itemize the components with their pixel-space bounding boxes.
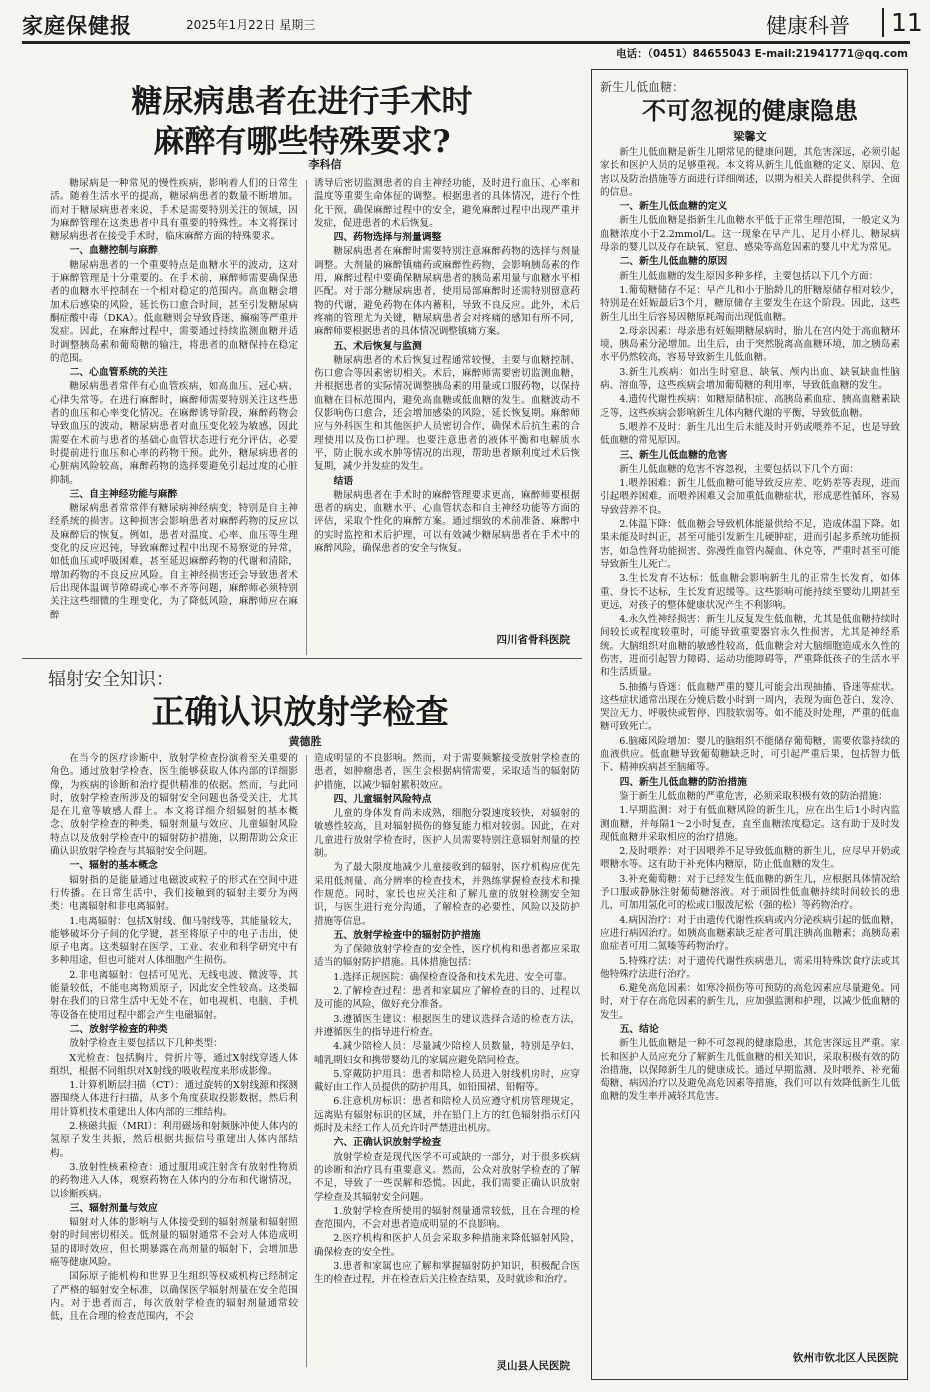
paragraph: 6.脑瘫风险增加：婴儿的脑组织不能储存葡萄糖，需要依靠持续的血液供应。低血糖导致葡萄糖缺乏时，可引起严重后果，包括智力低下、精神疾病甚至脑瘫等。 xyxy=(600,735,900,774)
section-heading: 一、新生儿低血糖的定义 xyxy=(619,201,728,213)
paragraph: 糖尿病患者的一个重要特点是血糖水平的波动，这对于麻醉管理是十分重要的。在手术前，麻醉师需要确保患者的血糖水平控制在一个相对稳定的范围内。高血糖会增加术后感染的风险，延长伤口愈合时间，甚至引发糖尿病酮症酸中毒（DKA）。低血糖则会导致昏迷、癫痫等严重并发症。因此，在麻醉过程中，需要通过持续监测血糖并适时调整胰岛素和葡萄糖的输注，将患者的血糖保持在稳定的范围。 xyxy=(50,259,298,364)
paragraph: X光检查：包括胸片、骨折片等，通过X射线穿透人体组织，根据不同组织对X射线的吸收程度来形成影像。 xyxy=(50,1052,298,1077)
section-heading: 三、新生儿低血糖的危害 xyxy=(619,449,728,461)
paragraph: 新生儿低血糖是一种不可忽视的健康隐患，其危害深远且严重。家长和医护人员应充分了解新生儿低血糖的相关知识，采取积极有效的防治措施，以保障新生儿的健康成长。通过早期监测、及时喂养、补充葡萄糖、病因治疗以及避免高危因素等措施，我们可以有效降低新生儿低血糖的发生率并减轻其危害。 xyxy=(600,1038,900,1103)
section-heading: 二、新生儿低血糖的原因 xyxy=(619,256,728,268)
masthead-rule xyxy=(22,41,910,44)
paragraph: 5.喂养不及时：新生儿出生后未能及时开奶或喂养不足，也是导致低血糖的常见原因。 xyxy=(600,421,900,447)
article1-column-1 xyxy=(50,177,298,665)
paragraph: 1.选择正规医院：确保检查设备和技术先进、安全可靠。 xyxy=(333,971,573,983)
article3-body xyxy=(600,146,900,1346)
article2-author: 黄德胜 xyxy=(288,735,322,748)
article1-title-line2: 麻醉有哪些特殊要求? xyxy=(153,124,451,160)
article2-kicker: 辐射安全知识： xyxy=(48,669,174,690)
paragraph: 6.避免高危因素：如寒冷损伤等可预防的高危因素应尽量避免。同时，对于存在高危因素的新生儿，应加强监测和护理，以减少低血糖的发生。 xyxy=(600,983,900,1021)
paragraph: 儿童的身体发育尚未成熟，细胞分裂速度较快，对辐射的敏感性较高，且对辐射损伤的修复能力相对较弱。因此，在对儿童进行放射学检查时，医护人员需要特别注意辐射剂量的控制。 xyxy=(314,808,580,860)
paragraph: 国际原子能机构和世界卫生组织等权威机构已经制定了严格的辐射安全标准，以确保医学辐射剂量在安全范围内。对于患者而言，每次放射学检查的辐射剂量通常较低，且在合理的检查范围内，不会 xyxy=(50,1271,298,1323)
section-heading: 二、放射学检查的种类 xyxy=(69,1023,168,1035)
paragraph: 辐射对人体的影响与人体接受到的辐射剂量和辐射照射的时间密切相关。低剂量的辐射通常不会对人体造成明显的即时效应，但长期暴露在高剂量的辐射下，会增加患癌等健康风险。 xyxy=(50,1217,298,1268)
article1-author: 李科信 xyxy=(308,158,342,171)
paragraph: 糖尿病患者的术后恢复过程通常较慢，主要与血糖控制、伤口愈合等因素密切相关。术后，麻醉师需要密切监测血糖，并根据患者的实际情况调整胰岛素的用量或口服药物，以保持血糖在目标范围内，避免高血糖或低血糖的发生。血糖波动不仅影响伤口愈合，还会增加感染的风险，延长恢复期。麻醉师应与外科医生和其他医护人员密切合作，确保术后抗生素的合理使用以及伤口护理。也要注意患者的液体平衡和电解质水平，防止脱水或水肿等情况的出现，帮助患者顺利度过术后恢复期，减少并发症的发生。 xyxy=(314,354,580,473)
paragraph: 在当今的医疗诊断中，放射学检查扮演着至关重要的角色。通过放射学检查，医生能够获取人体内部的详细影像，为疾病的诊断和治疗提供精准的依据。然而，与此同时，放射学检查所涉及的辐射安全问题也备受关注，尤其是在儿童等敏感人群上。本文将详细介绍辐射的基本概念、放射学检查的种类、辐射剂量与效应、儿童辐射风险特点以及放射学检查中的辐射防护措施，以期帮助公众正确认识放射学检查与其辐射安全问题。 xyxy=(50,753,298,858)
paragraph: 3.放射性核素检查：通过服用或注射含有放射性物质的药物进入人体，观察药物在人体内的分布和代谢情况，以诊断疾病。 xyxy=(50,1161,298,1200)
paragraph: 新生儿低血糖的危害不容忽视，主要包括以下几个方面： xyxy=(619,463,860,475)
paragraph: 糖尿病患者常伴有心血管疾病，如高血压、冠心病、心律失常等。在进行麻醉时，麻醉师需要特别关注这些患者的血压和心率变化情况。在麻醉诱导阶段，麻醉药物会导致血压的波动，糖尿病患者对血压变化较为敏感，因此需要在术前与患者的基础心血管状态进行充分评估，必要时提前进行血压和心率的药物干预。此外，糖尿病患者的心脏病风险较高，麻醉药物的选择要避免引起过度的心脏抑制。 xyxy=(50,381,298,486)
paragraph: 2.核磁共振（MRI）：利用磁场和射频脉冲使人体内的氢原子发生共振，然后根据共振信号重建出人体内部结构。 xyxy=(50,1121,298,1159)
paragraph: 糖尿病患者在麻醉时需要特别注意麻醉药物的选择与剂量调整。大剂量的麻醉镇痛药或麻醉性药物，会影响胰岛素的作用，麻醉过程中要确保糖尿病患者的胰岛素用量与血糖水平相匹配。对于部分糖尿病患者，使用局部麻醉时还需特别留意药物的代谢，避免药物在体内蓄积，导致不良反应。此外，术后疼痛的管理尤为关键，糖尿病患者会对疼痛的感知有所不同，麻醉师要根据患者的具体情况调整镇痛方案。 xyxy=(314,246,580,338)
page-number: 11 xyxy=(882,8,923,37)
article2-title: 正确认识放射学检查 xyxy=(151,692,449,731)
article1-title xyxy=(22,82,582,162)
paragraph: 新生儿低血糖是新生儿期常见的健康问题，其危害深远，必须引起家长和医护人员的足够重视。本文将从新生儿低血糖的定义、原因、危害以及防治措施等方面进行详细阐述，以期为相关人群提供科学、全面的信息。 xyxy=(600,147,900,198)
issue-date: 2025年1月22日 星期三 xyxy=(186,18,316,32)
paragraph: 4.遗传代谢性疾病：如糖原储积症、高胰岛素血症、胰高血糖素缺乏等，这些疾病会影响新生儿体内糖代谢的平衡，导致低血糖。 xyxy=(600,394,900,419)
paragraph: 新生儿低血糖的发生原因多种多样，主要包括以下几个方面： xyxy=(619,270,879,282)
paragraph: 2.体温下降：低血糖会导致机体能量供给不足，造成体温下降。如果未能及时纠正，甚至可能引发新生儿硬肿症，进而引起多系统功能损害，如急性肾功能损害、弥漫性血管内凝血、休克等，严重时甚至可能导致新生儿死亡。 xyxy=(600,519,900,570)
paragraph: 新生儿低血糖是指新生儿血糖水平低于正常生理范围，一般定义为血糖浓度小于2.2mmol/L。这一现象在早产儿、足月小样儿、糖尿病母亲的婴儿以及存在缺氧、窒息、感染等高危因素的婴儿中尤为常见。 xyxy=(600,215,900,254)
paragraph: 5.特殊疗法：对于遗传代谢性疾病患儿，需采用特殊饮食疗法或其他特殊疗法进行治疗。 xyxy=(600,955,900,980)
paragraph: 4.病因治疗：对于由遗传代谢性疾病或内分泌疾病引起的低血糖，应进行病因治疗。如胰高血糖素缺乏症者可肌注胰高血糖素；高胰岛素血症者可用二氮嗪等药物治疗。 xyxy=(600,914,900,953)
paragraph: 1.喂养困难：新生儿低血糖可能导致反应差、吃奶差等表现，进而引起喂养困难。而喂养困难又会加重低血糖症状，形成恶性循环，容易导致营养不良。 xyxy=(600,478,900,516)
section-heading: 一、血糖控制与麻醉 xyxy=(69,245,158,257)
paragraph: 3.补充葡萄糖：对于已经发生低血糖的新生儿，应根据具体情况给予口服或静脉注射葡萄糖溶液。对于顽固性低血糖持续时间较长的患儿，可加用氢化可的松或口服泼尼松（强的松）等药物治疗。 xyxy=(600,873,900,912)
paragraph: 2.非电离辐射：包括可见光、无线电波、微波等，其能量较低，不能电离物质原子，因此安全性较高。这类辐射在我们的日常生活中无处不在，如电视机、电脑、手机等设备在使用过程中都会产生电磁辐射。 xyxy=(50,969,298,1021)
article3-source: 钦州市钦北区人民医院 xyxy=(793,1352,898,1364)
paragraph: 1.放射学检查所使用的辐射剂量通常较低，且在合理的检查范围内，不会对患者造成明显的不良影响。 xyxy=(314,1205,580,1231)
section-heading: 五、放射学检查中的辐射防护措施 xyxy=(333,929,481,941)
section-name: 健康科普 xyxy=(766,14,850,38)
contact-info: 电话：（0451）84655043 E-mail:21941771@qq.com xyxy=(616,48,908,60)
section-heading: 三、辐射剂量与效应 xyxy=(69,1202,158,1214)
paragraph: 为了保障放射学检查的安全性，医疗机构和患者都应采取适当的辐射防护措施。具体措施包括： xyxy=(314,944,580,969)
section-heading: 六、正确认识放射学检查 xyxy=(333,1137,442,1149)
paragraph: 2.及时喂养：对于因喂养不足导致低血糖的新生儿，应尽早开奶或喂糖水等。这有助于补充体内糖原，防止低血糖的发生。 xyxy=(600,846,900,871)
paragraph: 3.患者和家属也应了解和掌握辐射防护知识，积极配合医生的检查过程，并在检查后关注检查结果，及时就诊和治疗。 xyxy=(314,1260,580,1286)
paragraph: 糖尿病是一种常见的慢性疾病，影响着人们的日常生活。随着生活水平的提高，糖尿病患者的数量不断增加。而对于糖尿病患者来说，手术是需要特别关注的领域，因为麻醉管理在这类患者中具有重要的特殊性。本文将探讨糖尿病患者在接受手术时，临床麻醉方面的特殊要求。 xyxy=(50,178,298,243)
paragraph: 2.了解检查过程：患者和家属应了解检查的目的、过程以及可能的风险，做好充分准备。 xyxy=(314,986,580,1011)
section-heading: 结语 xyxy=(333,475,354,487)
section-heading: 四、儿童辐射风险特点 xyxy=(333,793,432,805)
article-divider xyxy=(22,658,582,659)
paragraph: 放射学检查主要包括以下几种类型： xyxy=(69,1038,223,1050)
paragraph: 3.遵循医生建议：根据医生的建议选择合适的检查方法，并遵循医生的指导进行检查。 xyxy=(314,1013,580,1038)
section-heading: 五、术后恢复与监测 xyxy=(333,340,422,352)
section-heading: 五、结论 xyxy=(619,1024,659,1035)
article2-column-2 xyxy=(314,752,580,1352)
paragraph: 造成明显的不良影响。然而，对于需要频繁接受放射学检查的患者，如肿瘤患者，医生会根据病情需要，采取适当的辐射防护措施，以减少辐射累积效应。 xyxy=(314,753,580,791)
paragraph: 2.医疗机构和医护人员会采取多种措施来降低辐射风险，确保检查的安全性。 xyxy=(314,1233,580,1258)
article3-kicker: 新生儿低血糖： xyxy=(600,80,685,94)
paragraph: 1.计算机断层扫描（CT）：通过旋转的X射线源和探测器围绕人体进行扫描，从多个角度获取投影数据，然后利用计算机技术重建出人体内部的三维结构。 xyxy=(50,1080,298,1118)
paragraph: 为了最大限度地减少儿童接收到的辐射，医疗机构应优先采用低剂量、高分辨率的检查技术，并熟练掌握检查技术和操作规范。同时，家长也应关注和了解儿童的放射检测安全知识，与医生进行充分沟通，了解检查的必要性、风险以及防护措施等信息。 xyxy=(314,862,580,927)
article1-title-line1: 糖尿病患者在进行手术时 xyxy=(131,84,473,120)
paragraph: 6.注意机房标识：患者和陪检人员应遵守机房管理规定，远离贴有辐射标识的区域，并在铅门上方的红色辐射指示灯闪烁时及未经工作人员允许时严禁进出机房。 xyxy=(314,1096,580,1135)
paper-name: 家庭保健报 xyxy=(22,13,132,38)
paragraph: 5.抽搐与昏迷：低血糖严重的婴儿可能会出现抽搐、昏迷等症状。这些症状通常出现在分娩后数小时到一周内，表现为面色苍白、发冷、哭泣无力、呼吸快或暂停、四肢软弱等。如不能及时处理，严重的低血糖可致死亡。 xyxy=(600,681,900,733)
column-divider xyxy=(306,755,307,1367)
section-heading: 二、心血管系统的关注 xyxy=(69,367,168,379)
paragraph: 诱导后密切监测患者的自主神经功能，及时进行血压、心率和温度等重要生命体征的调整。根据患者的具体情况，进行个性化干预，确保麻醉过程中的安全，避免麻醉过程中出现严重并发症，促进患者的术后恢复。 xyxy=(314,178,580,229)
paragraph: 1.葡萄糖储存不足：早产儿和小于胎龄儿的肝糖原储存相对较少，特别是在妊娠最后3个月，糖原储存主要发生在这个阶段。因此，这些新生儿出生后容易因糖原耗竭而出现低血糖。 xyxy=(600,284,900,323)
article2-column-1 xyxy=(50,752,298,1372)
section-heading: 四、药物选择与剂量调整 xyxy=(333,232,442,244)
paragraph: 辐射指的是能量通过电磁波或粒子的形式在空间中进行传播。在日常生活中，我们接触到的辐射主要分为两类：电离辐射和非电离辐射。 xyxy=(50,874,298,913)
article1-source: 四川省骨科医院 xyxy=(496,634,570,646)
article3-title: 不可忽视的健康隐患 xyxy=(642,96,858,125)
section-heading: 一、辐射的基本概念 xyxy=(69,860,158,872)
section-heading: 四、新生儿低血糖的防治措施 xyxy=(619,776,747,788)
article2-source: 灵山县人民医院 xyxy=(496,1360,570,1372)
paragraph: 放射学检查是现代医学不可或缺的一部分，对于很多疾病的诊断和治疗具有重要意义。然而，公众对放射学检查的了解不足，导致了一些误解和恐慌。因此，我们需要正确认识放射学检查及其辐射安全问题。 xyxy=(314,1151,580,1203)
article3-author: 梁馨文 xyxy=(733,130,767,143)
paragraph: 3.新生儿疾病：如出生时窒息、缺氧、颅内出血、缺氧缺血性脑病、溶血等，这些疾病会增加葡萄糖的利用率，导致低血糖的发生。 xyxy=(600,366,900,392)
paragraph: 鉴于新生儿低血糖的严重危害，必须采取积极有效的防治措施： xyxy=(619,790,888,802)
column-divider xyxy=(306,180,307,655)
paragraph: 2.母亲因素：母亲患有妊娠期糖尿病时，胎儿在宫内处于高血糖环境，胰岛素分泌增加。出生后，由于突然脱离高血糖环境，加之胰岛素水平仍然较高，容易导致新生儿低血糖。 xyxy=(600,325,900,364)
paragraph: 4.永久性神经损害：新生儿反复发生低血糖，尤其是低血糖持续时间较长或程度较重时，可能导致重要器官永久性损害，尤其是神经系统。大脑组织对血糖的敏感性较高，低血糖会对大脑细胞造成永久性的伤害，进而引起智力障碍、运动功能障碍等，严重降低孩子的生活水平和生活质量。 xyxy=(600,614,900,679)
paragraph: 糖尿病患者在手术时的麻醉管理要求更高，麻醉师要根据患者的病史、血糖水平、心血管状态和自主神经功能等方面的评估，采取个性化的麻醉方案。通过细致的术前准备、麻醉中的实时监控和术后护理，可以有效减少糖尿病患者在手术中的麻醉风险，确保患者的安全与恢复。 xyxy=(314,489,580,555)
paragraph: 5.穿戴防护用具：患者和陪检人员进入射线机房时，应穿戴好由工作人员提供的防护用具，如铅围裙、铅帽等。 xyxy=(314,1068,580,1094)
paragraph: 糖尿病患者常常伴有糖尿病神经病变，特别是自主神经系统的损害。这种损害会影响患者对麻醉药物的反应以及麻醉后的恢复。例如，患者对温度、心率、血压等生理变化的反应迟钝，导致麻醉过程中出现不易察觉的异常，如低血压或呼吸困难，甚至延迟麻醉药物的代谢和清除，增加药物的不良反应风险。自主神经损害还会导致患者术后出现体温调节障碍或心率不齐等问题，麻醉师必须特别关注这些细微的生理变化，为了降低风险，麻醉师应在麻醉 xyxy=(50,503,298,621)
section-heading: 三、自主神经功能与麻醉 xyxy=(69,488,178,500)
paragraph: 1.早期监测：对于有低血糖风险的新生儿，应在出生后1小时内监测血糖，并每隔1～2小时复查，直至血糖浓度稳定。这有助于及时发现低血糖并采取相应的治疗措施。 xyxy=(600,805,900,843)
paragraph: 1.电离辐射：包括X射线、伽马射线等，其能量较大，能够破坏分子间的化学键，甚至将原子中的电子击出，使原子电离。这类辐射在医学、工业、农业和科学研究中有多种用途，但也可能对人体细胞产生损伤。 xyxy=(50,915,298,967)
article1-column-2 xyxy=(314,177,580,622)
paragraph: 3.生长发育不达标：低血糖会影响新生儿的正常生长发育，如体重、身长不达标，生长发育迟缓等。这些影响可能持续至婴幼儿期甚至更远，对孩子的整体健康状况产生不利影响。 xyxy=(600,573,900,611)
masthead xyxy=(22,8,923,38)
paragraph: 4.减少陪检人员：尽量减少陪检人员数量，特别是孕妇、哺乳期妇女和携带婴幼儿的家属应避免陪同检查。 xyxy=(314,1041,580,1066)
